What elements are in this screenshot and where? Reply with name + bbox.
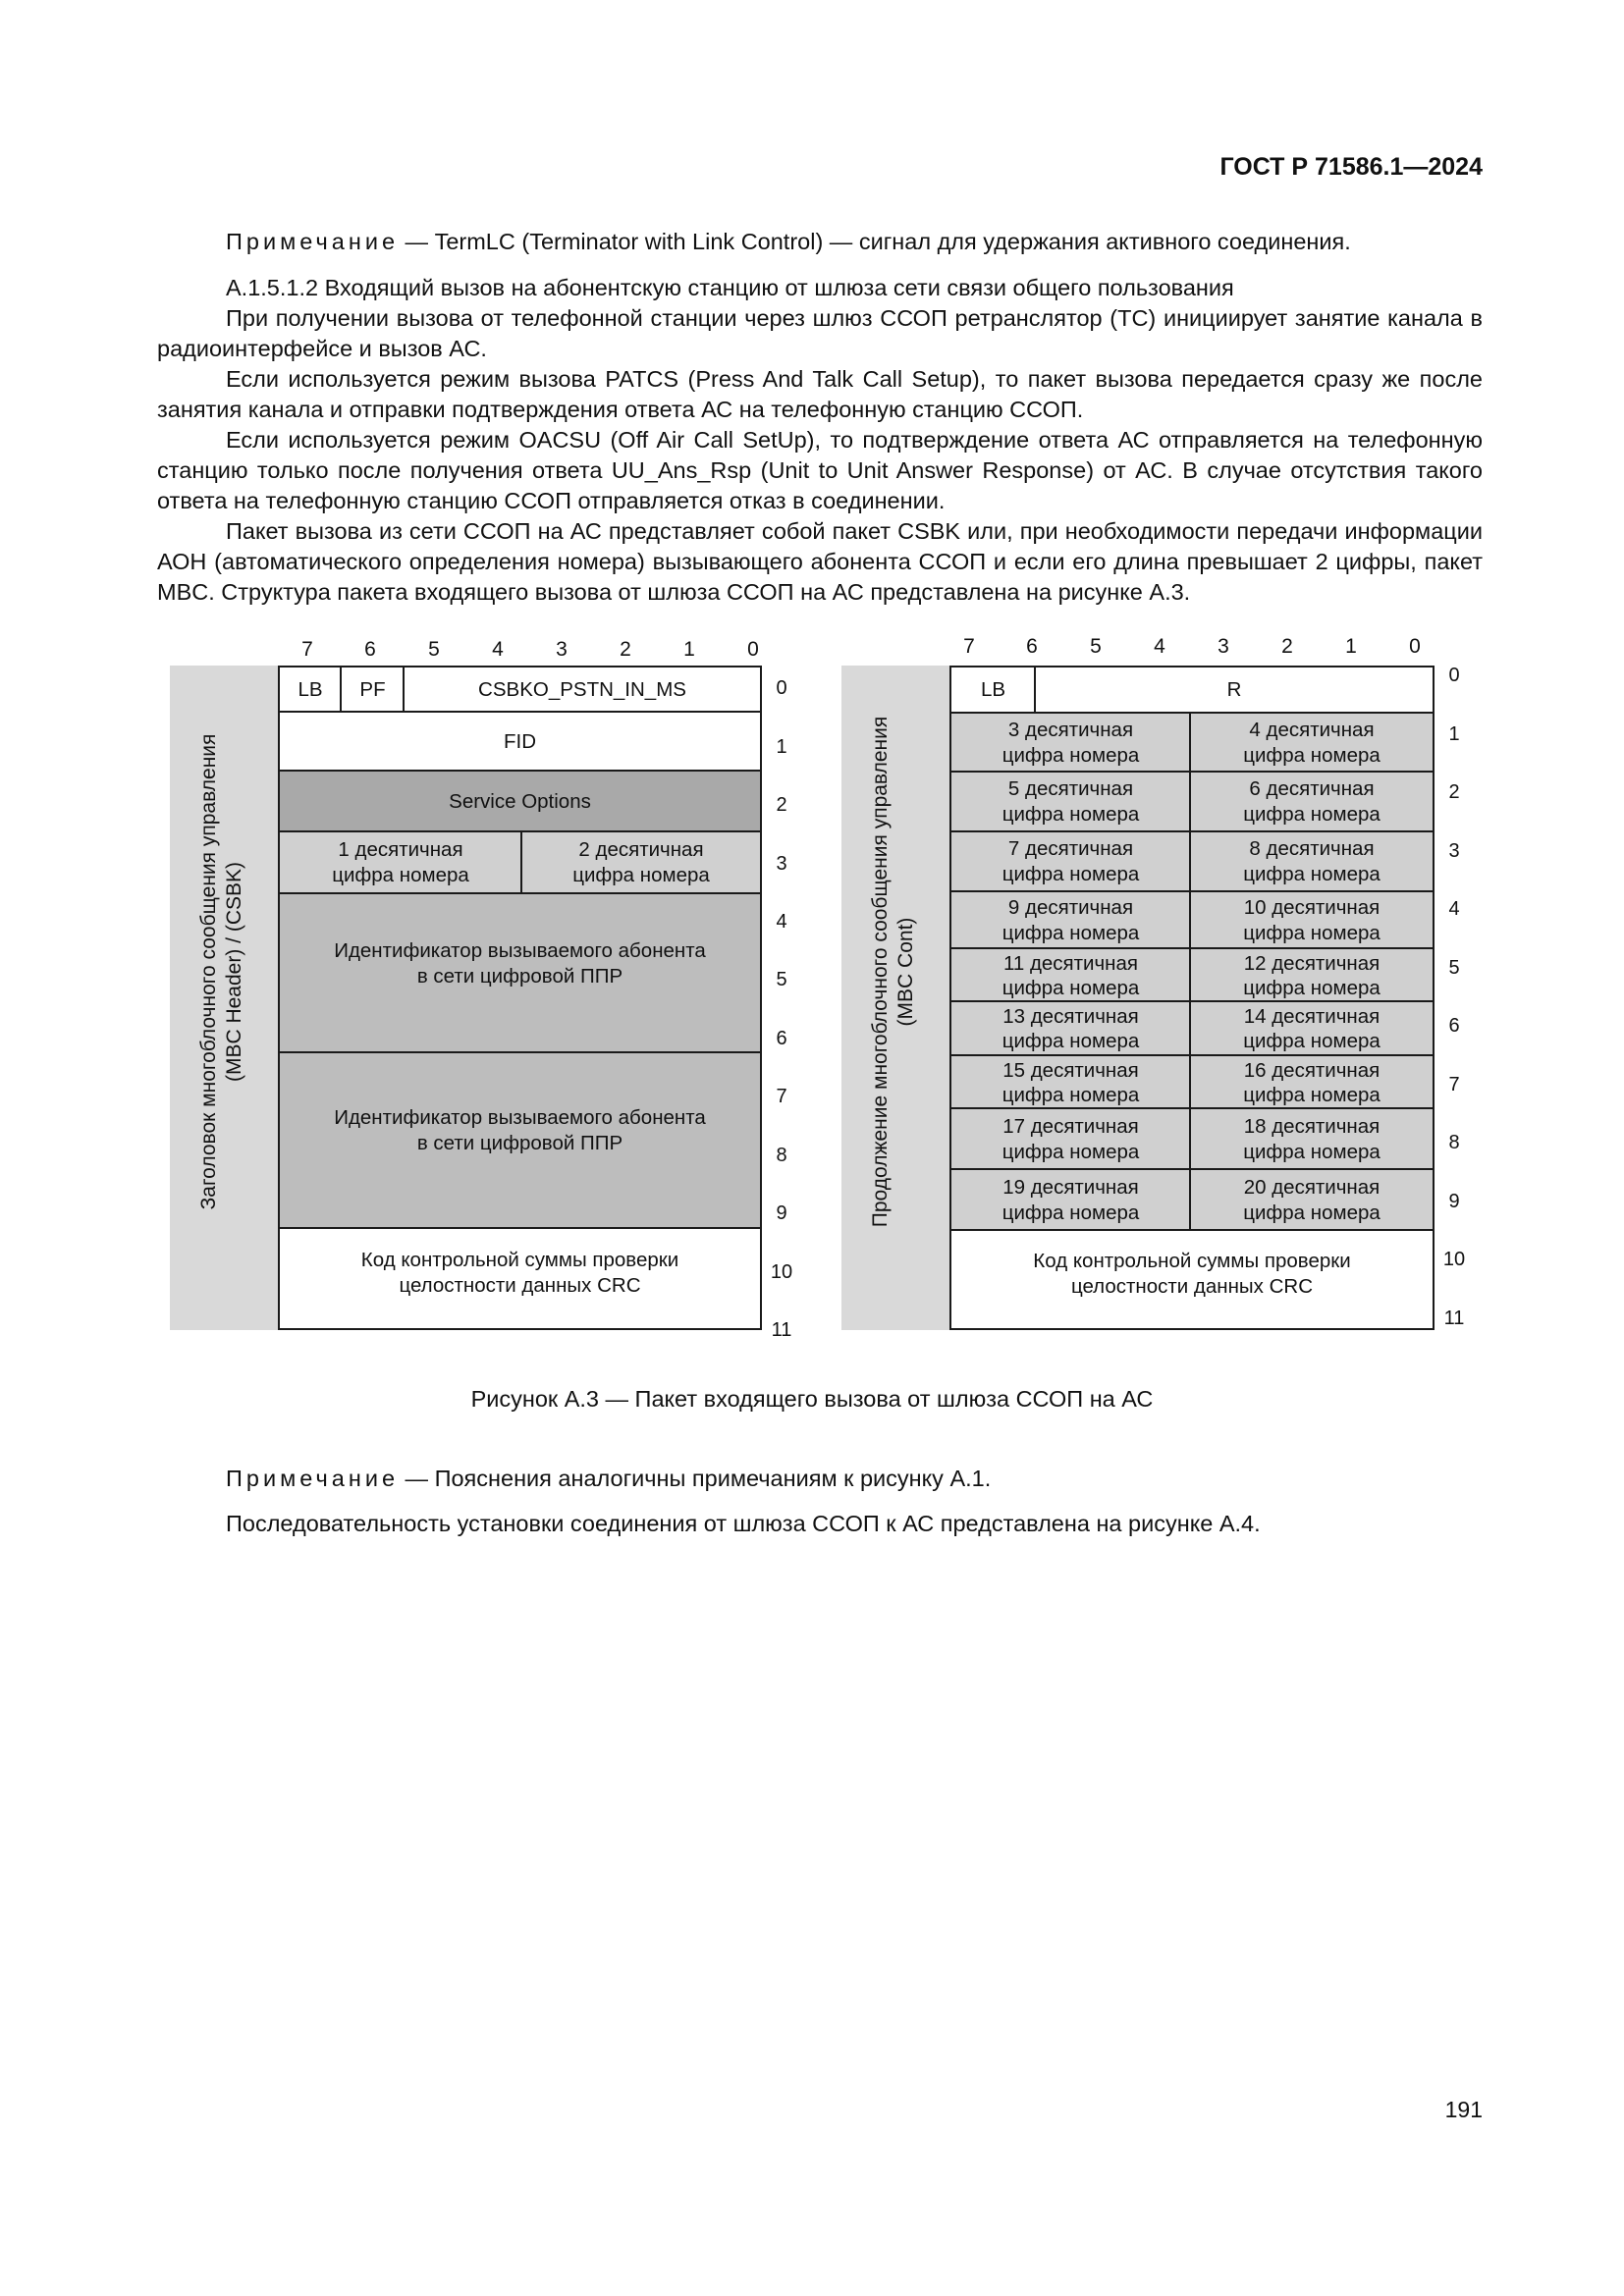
note-text: — Пояснения аналогичны примечаниям к рисунку А.1.: [399, 1466, 992, 1491]
bit-number: 3: [556, 638, 568, 661]
digit-cell: 4 десятичная цифра номера: [1189, 712, 1435, 774]
lb-cell: LB: [278, 666, 343, 714]
row-number: 6: [776, 1028, 787, 1049]
page-number: 191: [1444, 2097, 1483, 2122]
row-number: 2: [776, 794, 787, 816]
bit-number: 1: [683, 638, 695, 661]
row-number: 4: [776, 911, 787, 933]
note-label: Примечание: [226, 229, 400, 254]
lb-cell-right: LB: [949, 666, 1037, 715]
note-label: Примечание: [226, 1466, 400, 1491]
digit-cell: 11 десятичная цифра номера: [949, 947, 1192, 1003]
pf-cell: PF: [340, 666, 406, 714]
service-options-cell: Service Options: [278, 770, 762, 833]
digit-cell: 5 десятичная цифра номера: [949, 771, 1192, 833]
row-number: 2: [1448, 781, 1460, 803]
note-2: [226, 1464, 991, 1494]
digit-cell: 7 десятичная цифра номера: [949, 830, 1192, 893]
crc-cell-left: Код контрольной суммы проверки целостности данных CRC: [278, 1227, 762, 1330]
bit-number: 6: [364, 638, 376, 661]
bit-number: 0: [1409, 635, 1421, 658]
closing-paragraph: Последовательность установки соединения от шлюза ССОП к АС представлена на рисунке А.4.: [226, 1511, 1261, 1536]
row-number: 10: [770, 1261, 793, 1283]
digit-cell: 17 десятичная цифра номера: [949, 1107, 1192, 1171]
r-cell: R: [1034, 666, 1435, 715]
section-heading: А.1.5.1.2 Входящий вызов на абонентскую станцию от шлюза сети связи общего пользования: [226, 275, 1234, 300]
left-side-label: Заголовок многоблочного сообщения управления (MBC Header) / (CSBK): [197, 733, 245, 1210]
document-header: ГОСТ Р 71586.1—2024: [1219, 153, 1483, 181]
row-number: 4: [1448, 898, 1460, 920]
bit-number: 1: [1345, 635, 1357, 658]
row-number: 1: [1448, 723, 1460, 745]
row-number: 9: [776, 1202, 787, 1224]
digit-cell: 8 десятичная цифра номера: [1189, 830, 1435, 893]
crc-cell-right: Код контрольной суммы проверки целостности данных CRC: [949, 1229, 1435, 1330]
bit-number: 3: [1218, 635, 1229, 658]
row-number: 10: [1442, 1249, 1466, 1270]
bit-number: 2: [1281, 635, 1293, 658]
row-number: 5: [1448, 957, 1460, 979]
digit-2-cell: 2 десятичная цифра номера: [520, 830, 762, 895]
row-number: 0: [776, 677, 787, 699]
row-number: 0: [1448, 665, 1460, 686]
row-number: 11: [1443, 1308, 1465, 1329]
digit-cell: 12 десятичная цифра номера: [1189, 947, 1435, 1003]
bit-number: 5: [1090, 635, 1102, 658]
bit-number: 5: [428, 638, 440, 661]
row-number: 1: [776, 736, 787, 758]
row-number: 3: [1448, 840, 1460, 862]
digit-cell: 13 десятичная цифра номера: [949, 1000, 1192, 1057]
opcode-cell: CSBKO_PSTN_IN_MS: [403, 666, 762, 714]
bit-number: 4: [492, 638, 504, 661]
digit-cell: 10 десятичная цифра номера: [1189, 890, 1435, 950]
paragraph-1: При получении вызова от телефонной станции через шлюз ССОП ретранслятор (ТС) инициирует занятие канала в радиоинтерфейсе и вызов АС.: [157, 305, 1483, 361]
bit-number: 0: [747, 638, 759, 661]
digit-cell: 19 десятичная цифра номера: [949, 1168, 1192, 1232]
note-text: — TermLC (Terminator with Link Control) — сигнал для удержания активного соединения.: [399, 229, 1351, 254]
row-number: 8: [1448, 1132, 1460, 1153]
figure-caption: Рисунок А.3 — Пакет входящего вызова от шлюза ССОП на АС: [470, 1386, 1154, 1412]
digit-cell: 6 десятичная цифра номера: [1189, 771, 1435, 833]
bit-number: 6: [1026, 635, 1038, 658]
note-1: [226, 227, 1351, 257]
digit-cell: 3 десятичная цифра номера: [949, 712, 1192, 774]
row-number: 6: [1448, 1015, 1460, 1037]
digit-cell: 20 десятичная цифра номера: [1189, 1168, 1435, 1232]
digit-cell: 18 десятичная цифра номера: [1189, 1107, 1435, 1171]
row-number: 3: [776, 853, 787, 875]
bit-number: 7: [301, 638, 313, 661]
right-side-label: Продолжение многоблочного сообщения управления (MBC Cont): [869, 716, 917, 1228]
called-id-cell-2: Идентификатор вызываемого абонента в сети цифровой ППР: [278, 1051, 762, 1230]
paragraph-4: Пакет вызова из сети ССОП на АС представляет собой пакет CSBK или, при необходимости передачи информации АОН (автоматического определения номера) вызывающего абонента ССОП и если его длина превышает 2 цифры, пакет MBC. Структура пакета входящего вызова от шлюза ССОП на АС представлена на рисунке А.3.: [157, 518, 1483, 605]
digit-cell: 9 десятичная цифра номера: [949, 890, 1192, 950]
digit-cell: 15 десятичная цифра номера: [949, 1054, 1192, 1110]
row-number: 8: [776, 1145, 787, 1166]
bit-number: 4: [1154, 635, 1165, 658]
called-id-cell: Идентификатор вызываемого абонента в сети цифровой ППР: [278, 892, 762, 1054]
paragraph-3: Если используется режим OACSU (Off Air Call SetUp), то подтверждение ответа АС отправляется на телефонную станцию только после получения ответа UU_Ans_Rsp (Unit to Unit Answer Response) от АС. В случае отсутствия такого ответа на телефонную станцию ССОП отправляется отказ в соединении.: [157, 427, 1483, 513]
row-number: 11: [771, 1319, 792, 1341]
bit-number: 7: [963, 635, 975, 658]
digit-cell: 16 десятичная цифра номера: [1189, 1054, 1435, 1110]
row-number: 9: [1448, 1191, 1460, 1212]
digit-1-cell: 1 десятичная цифра номера: [278, 830, 523, 895]
digit-cell: 14 десятичная цифра номера: [1189, 1000, 1435, 1057]
row-number: 7: [776, 1086, 787, 1107]
row-number: 5: [776, 969, 787, 990]
fid-cell: FID: [278, 711, 762, 773]
bit-number: 2: [620, 638, 631, 661]
row-number: 7: [1448, 1074, 1460, 1095]
paragraph-2: Если используется режим вызова PATCS (Press And Talk Call Setup), то пакет вызова передается сразу же после занятия канала и отправки подтверждения ответа АС на телефонную станцию ССОП.: [157, 366, 1483, 422]
